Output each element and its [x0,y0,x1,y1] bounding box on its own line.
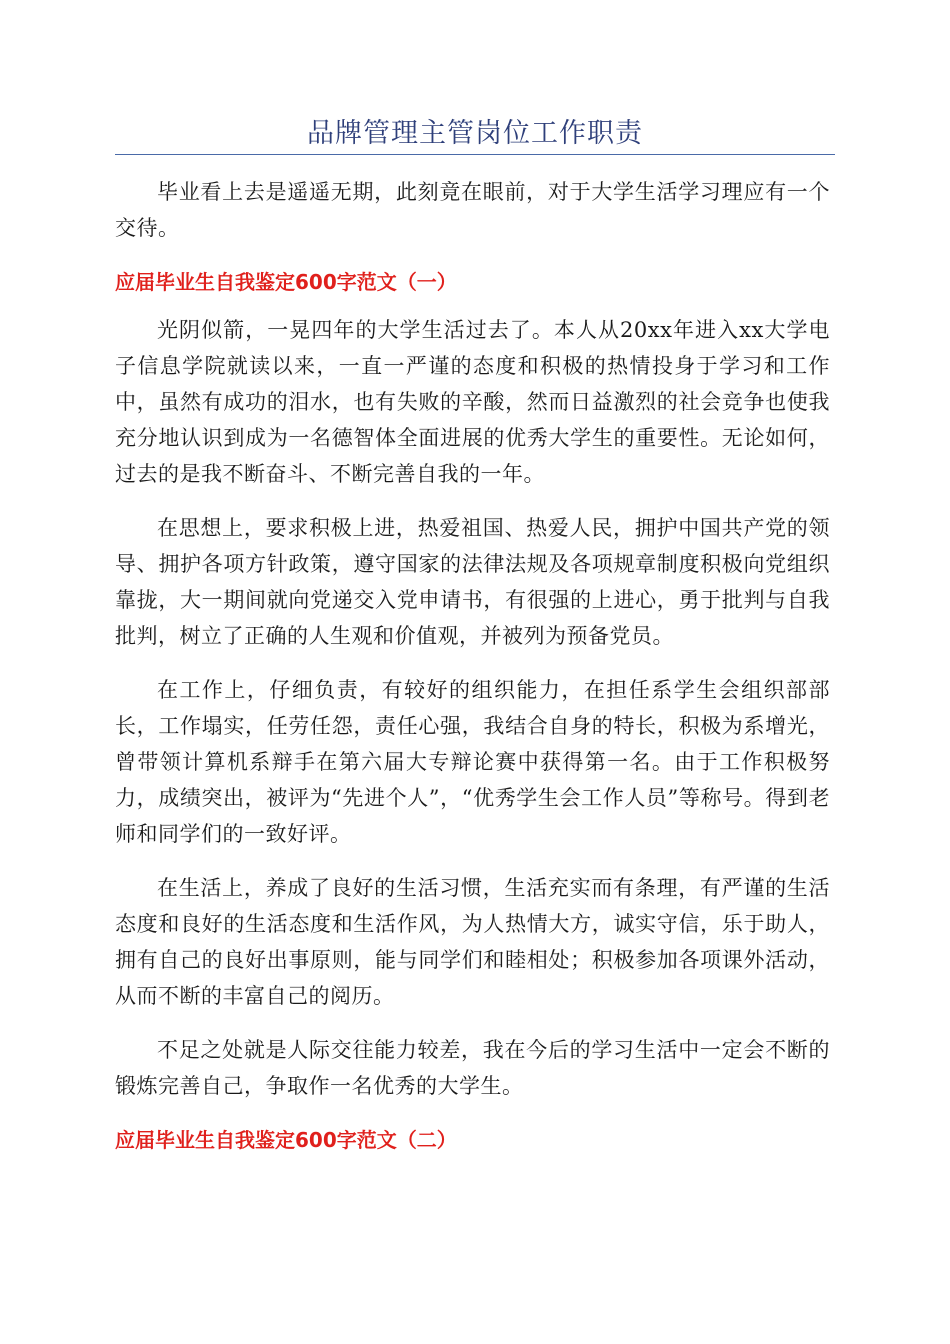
document-body [115,174,830,1170]
paragraph: 不足之处就是人际交往能力较差，我在今后的学习生活中一定会不断的锻炼完善自己，争取作一名优秀的大学生。 [115,1038,830,1098]
section-heading-2: 应届毕业生自我鉴定600字范文（二） [115,1128,457,1152]
paragraph: 在思想上，要求积极上进，热爱祖国、热爱人民，拥护中国共产党的领导、拥护各项方针政策，遵守国家的法律法规及各项规章制度积极向党组织靠拢，大一期间就向党递交入党申请书，有很强的上进心，勇于批判与自我批判，树立了正确的人生观和价值观，并被列为预备党员。 [115,516,830,648]
document-title: 品牌管理主管岗位工作职责 [307,118,643,149]
section-heading-1: 应届毕业生自我鉴定600字范文（一） [115,270,457,294]
paragraph: 在生活上，养成了良好的生活习惯，生活充实而有条理，有严谨的生活态度和良好的生活态度和生活作风，为人热情大方，诚实守信，乐于助人，拥有自己的良好出事原则，能与同学们和睦相处；积极参加各项课外活动，从而不断的丰富自己的阅历。 [115,876,830,1008]
paragraph: 光阴似箭，一晃四年的大学生活过去了。本人从20xx年进入xx大学电子信息学院就读以来，一直一严谨的态度和积极的热情投身于学习和工作中，虽然有成功的泪水，也有失败的辛酸，然而日益激烈的社会竞争也使我充分地认识到成为一名德智体全面进展的优秀大学生的重要性。无论如何，过去的是我不断奋斗、不断完善自我的一年。 [115,318,830,486]
intro-paragraph: 毕业看上去是遥遥无期，此刻竟在眼前，对于大学生活学习理应有一个交待。 [115,180,830,240]
title-underline [115,154,835,155]
paragraph: 在工作上，仔细负责，有较好的组织能力，在担任系学生会组织部部长，工作塌实，任劳任怨，责任心强，我结合自身的特长，积极为系增光，曾带领计算机系辩手在第六届大专辩论赛中获得第一名。由于工作积极努力，成绩突出，被评为“先进个人”，“优秀学生会工作人员”等称号。得到老师和同学们的一致好评。 [115,678,830,846]
